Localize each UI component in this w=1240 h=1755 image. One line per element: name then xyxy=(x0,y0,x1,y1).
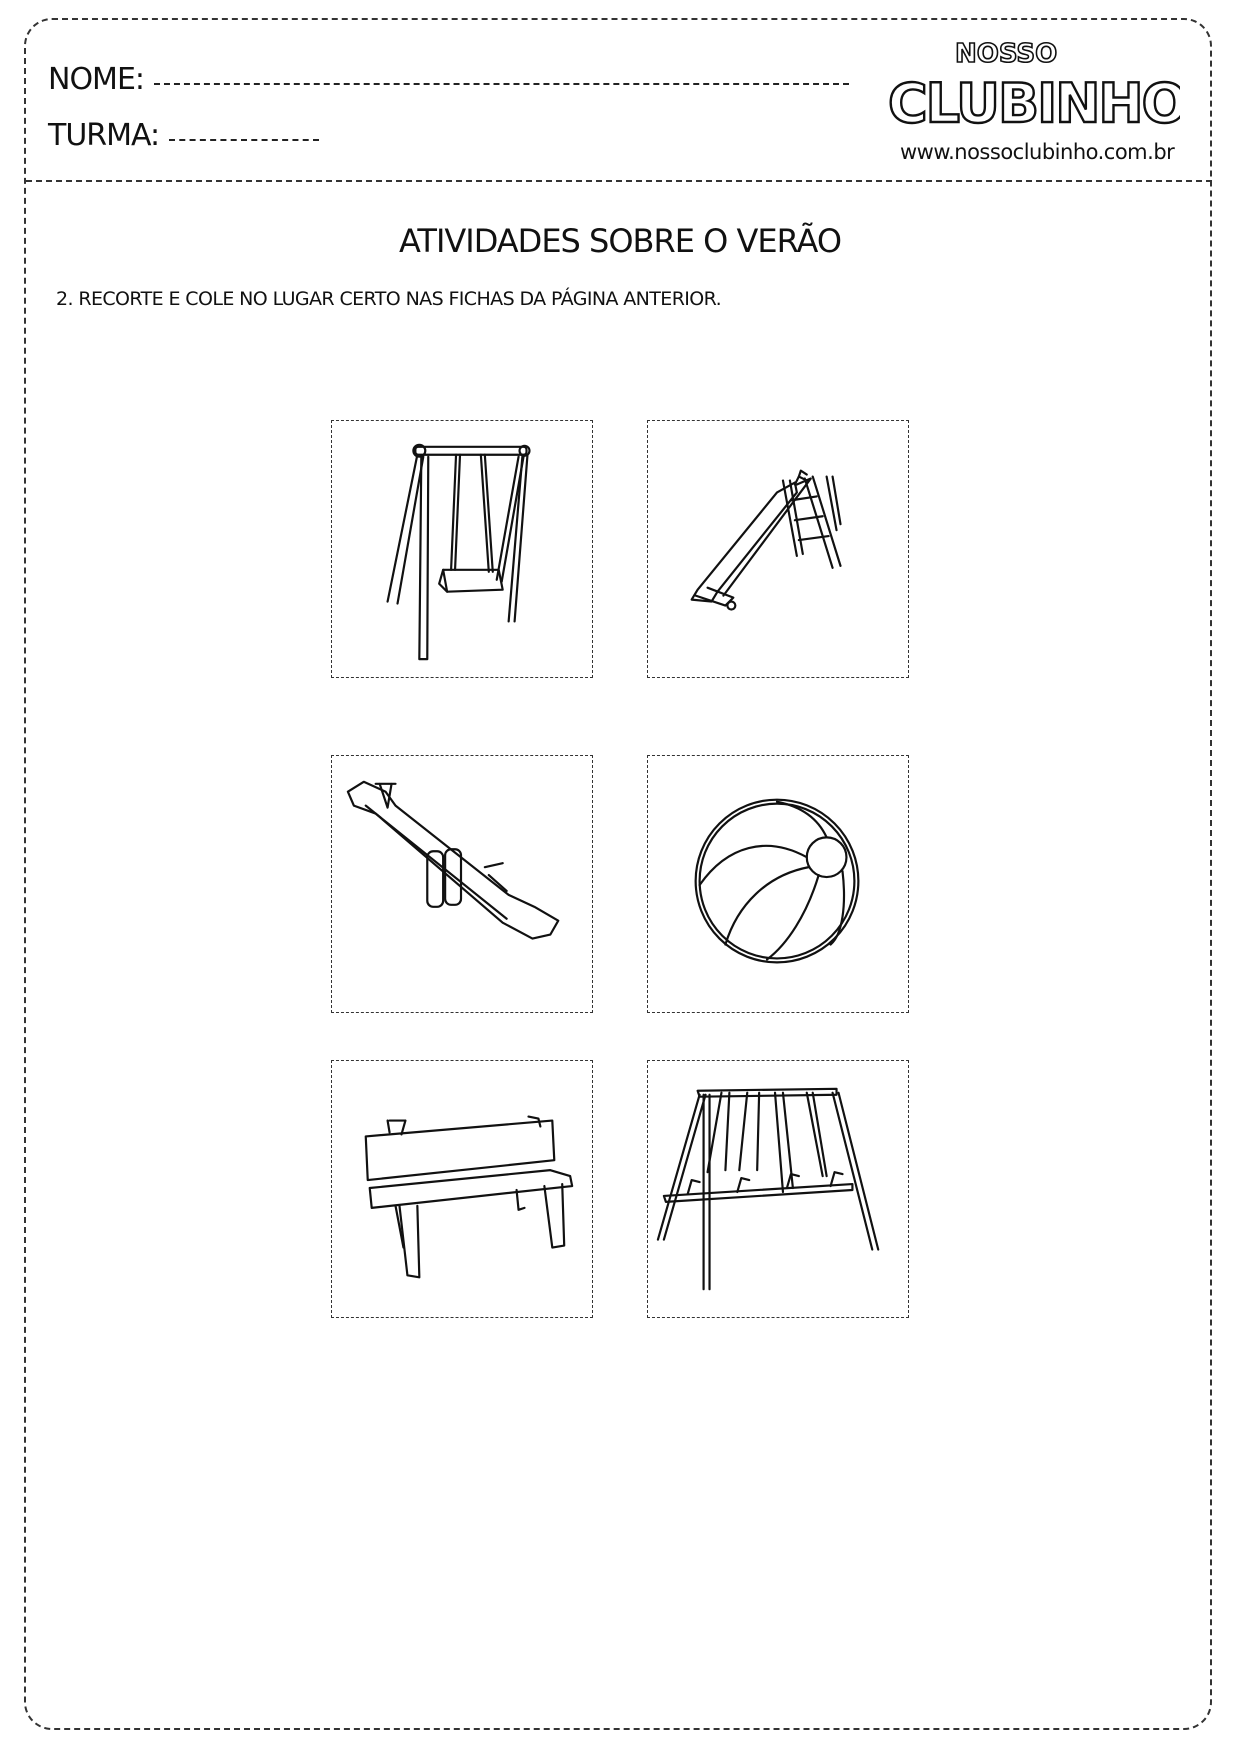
logo-main-text: CLUBINHO xyxy=(888,72,1180,135)
bench-icon xyxy=(332,1061,592,1317)
slide-icon xyxy=(648,421,908,677)
worksheet-border xyxy=(24,18,1212,1730)
name-input-line[interactable] xyxy=(154,81,849,85)
class-input-line[interactable] xyxy=(169,137,319,141)
logo-top-text: NOSSO xyxy=(955,39,1058,69)
nosso-clubinho-logo xyxy=(880,30,1180,180)
cutout-card-bench[interactable] xyxy=(331,1060,593,1318)
name-label: NOME: xyxy=(48,62,145,97)
page-title: ATIVIDADES SOBRE O VERÃO xyxy=(398,222,842,260)
instruction-text: 2. RECORTE E COLE NO LUGAR CERTO NAS FICHAS DA PÁGINA ANTERIOR. xyxy=(56,288,722,310)
website-url: www.nossoclubinho.com.br xyxy=(900,140,1175,164)
swing-icon xyxy=(332,421,592,677)
name-field xyxy=(48,62,849,97)
cutout-card-seesaw[interactable] xyxy=(331,755,593,1013)
seesaw-icon xyxy=(332,756,592,1012)
cutout-card-swing-set[interactable] xyxy=(647,1060,909,1318)
swing-set-icon xyxy=(648,1061,908,1317)
class-field xyxy=(48,118,319,153)
beach-ball-icon xyxy=(648,756,908,1012)
class-label: TURMA: xyxy=(48,118,160,153)
header-divider xyxy=(26,180,1212,182)
cutout-card-slide[interactable] xyxy=(647,420,909,678)
cutout-card-swing[interactable] xyxy=(331,420,593,678)
cutout-card-beach-ball[interactable] xyxy=(647,755,909,1013)
